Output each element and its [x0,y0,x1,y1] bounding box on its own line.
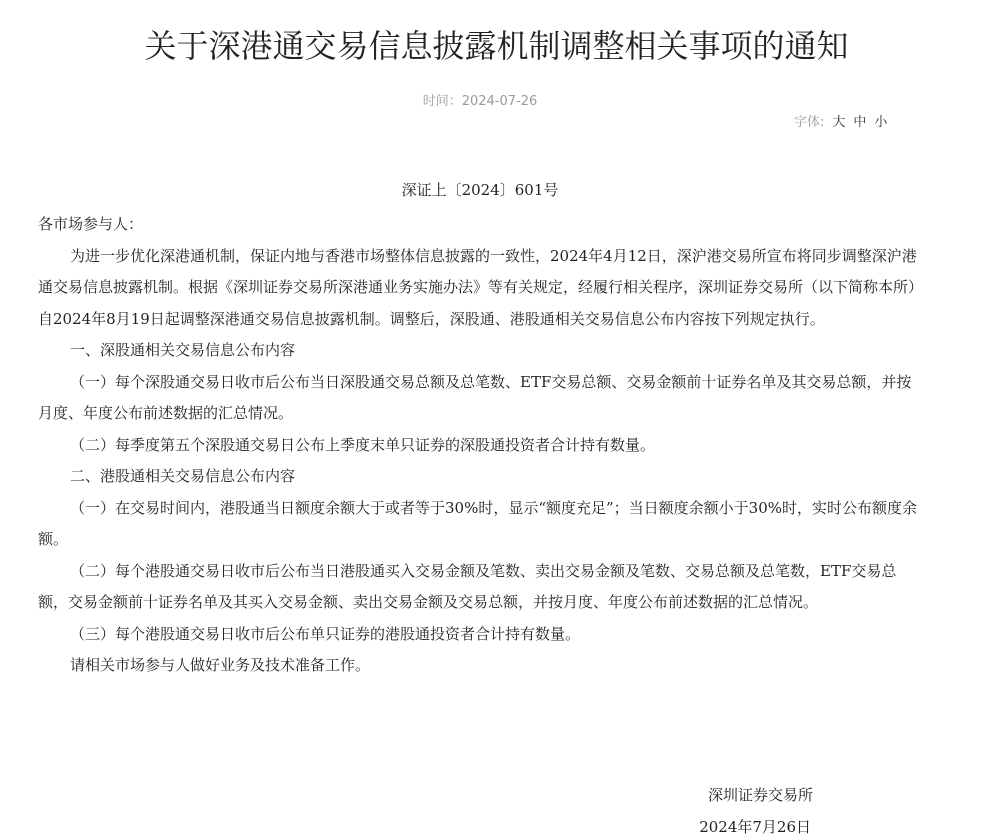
font-size-label: 字体: [794,115,825,130]
document-body [38,209,922,682]
signature-date: 2024年7月26日 [699,818,811,836]
signature-organization: 深圳证券交易所 [707,786,813,804]
font-size-small-button[interactable]: 小 [874,115,888,130]
paragraph-shenzhen-item-1: （一）每个深股通交易日收市后公布当日深股通交易总额及总笔数、ETF交易总额、交易金额前十证券名单及其交易总额，并按月度、年度公布前述数据的汇总情况。 [38,372,912,422]
font-size-controls [794,114,887,132]
publish-time [0,93,960,111]
font-size-large-button[interactable]: 大 [832,115,846,130]
section-heading-southbound-connect: 二、港股通相关交易信息公布内容 [70,467,296,485]
addressee: 各市场参与人： [38,215,144,233]
paragraph-southbound-item-2: （二）每个港股通交易日收市后公布当日港股通买入交易金额及笔数、卖出交易金额及笔数、交易总额及总笔数，ETF交易总额，交易金额前十证券名单及其买入交易金额、卖出交易金额及交易总额，并按月度、年度公布前述数据的汇总情况。 [38,561,897,611]
page-title: 关于深港通交易信息披露机制调整相关事项的通知 [144,27,849,65]
paragraph-shenzhen-item-2: （二）每季度第五个深股通交易日公布上季度末单只证券的深股通投资者合计持有数量。 [70,435,656,454]
publish-time-label: 时间： [422,94,462,109]
document-number: 深证上〔2024〕601号 [401,181,559,199]
paragraph-southbound-item-1: （一）在交易时间内，港股通当日额度余额大于或者等于30%时，显示“额度充足”；当日额度余额小于30%时，实时公布额度余额。 [38,498,918,548]
paragraph-southbound-item-3: （三）每个港股通交易日收市后公布单只证券的港股通投资者合计持有数量。 [70,624,581,643]
publish-time-value: 2024-07-26 [461,94,538,109]
paragraph-intro: 为进一步优化深港通机制，保证内地与香港市场整体信息披露的一致性，2024年4月12日，深沪港交易所宣布将同步调整深沪港通交易信息披露机制。根据《深圳证券交易所深港通业务实施办法》等有关规定，经履行相关程序，深圳证券交易所（以下简称本所）自2024年8月19日起调整深港通交易信息披露机制。调整后，深股通、港股通相关交易信息公布内容按下列规定执行。 [38,246,917,328]
font-size-medium-button[interactable]: 中 [853,115,867,130]
section-heading-shenzhen-connect: 一、深股通相关交易信息公布内容 [70,341,296,359]
paragraph-closing: 请相关市场参与人做好业务及技术准备工作。 [70,656,371,674]
